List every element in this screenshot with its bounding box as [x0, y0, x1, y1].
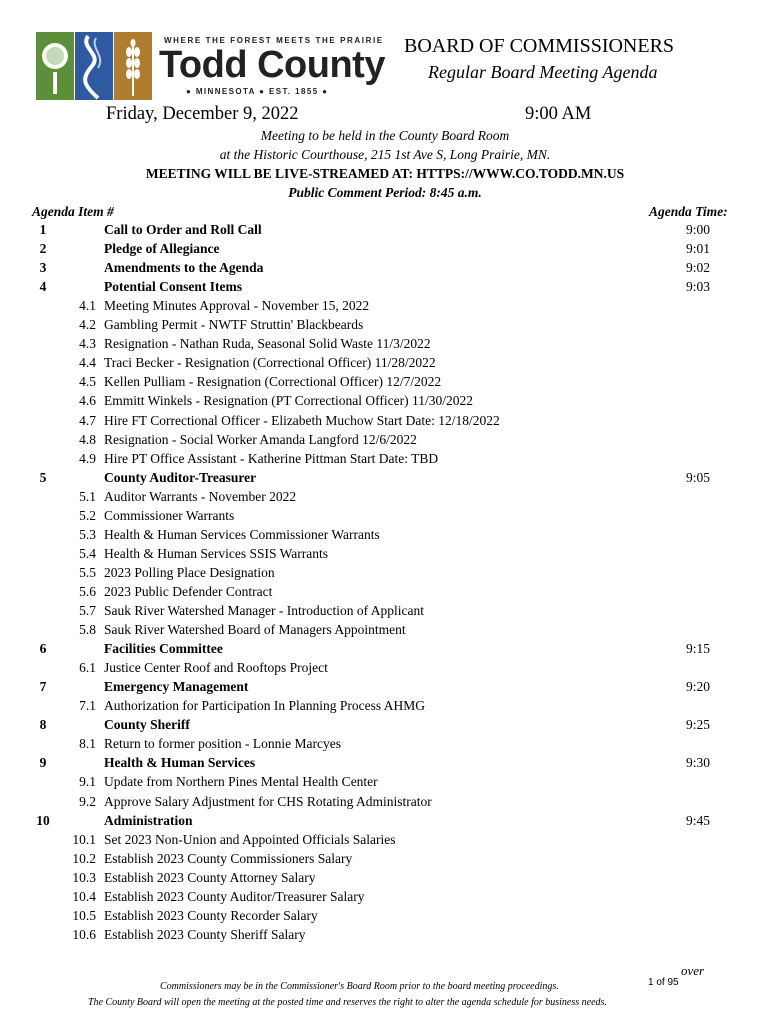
- over-label: over: [681, 963, 705, 978]
- agenda-time: 9:03: [685, 279, 710, 295]
- agenda-item-row: [0, 489, 770, 508]
- logo-emblem-icon: [36, 32, 156, 100]
- agenda-subnumber: 4.4: [79, 355, 96, 371]
- agenda-text: Amendments to the Agenda: [104, 260, 264, 276]
- agenda-number: 4: [39, 279, 47, 295]
- agenda-text: Call to Order and Roll Call: [104, 222, 262, 237]
- logo-county-name: Todd County: [159, 44, 385, 86]
- agenda-item-row: [0, 908, 770, 927]
- agenda-text: Emergency Management: [104, 679, 249, 695]
- agenda-item-row: [0, 432, 770, 451]
- agenda-item-row: [0, 927, 770, 946]
- agenda-text: Hire FT Correctional Officer - Elizabeth Muchow Start Date: 12/18/2022: [104, 412, 500, 428]
- agenda-subnumber: 5.2: [79, 507, 96, 523]
- location-line-1: Meeting to be held in the County Board Room: [260, 128, 510, 143]
- agenda-subnumber: 10.5: [72, 907, 96, 923]
- agenda-subnumber: 5.7: [79, 603, 96, 618]
- agenda-text: County Auditor-Treasurer: [104, 469, 257, 485]
- agenda-subtitle: Regular Board Meeting Agenda: [428, 62, 658, 82]
- meeting-date: Friday, December 9, 2022: [106, 104, 299, 124]
- agenda-item-row: [0, 374, 770, 393]
- agenda-item-row: [0, 527, 770, 546]
- agenda-subnumber: 9.1: [79, 774, 96, 790]
- agenda-time: 9:00: [685, 222, 710, 237]
- agenda-item-row: [0, 298, 770, 317]
- footer-note-1: Commissioners may be in the Commissioner's Board Room prior to the board meeting proceedings.: [160, 981, 559, 992]
- agenda-text: 2023 Public Defender Contract: [104, 583, 273, 599]
- agenda-time: 9:02: [685, 260, 710, 276]
- agenda-text: Gambling Permit - NWTF Struttin' Blackbeards: [104, 317, 364, 333]
- agenda-item-row: [0, 508, 770, 527]
- agenda-text: Approve Salary Adjustment for CHS Rotating Administrator: [104, 793, 432, 809]
- livestream-notice: MEETING WILL BE LIVE-STREAMED AT: HTTPS://WWW.CO.TODD.MN.US: [145, 166, 625, 181]
- agenda-item-row: [0, 889, 770, 908]
- agenda-item-row: [0, 355, 770, 374]
- todd-county-logo: [36, 32, 385, 100]
- agenda-text: Meeting Minutes Approval - November 15, 2022: [104, 298, 370, 314]
- agenda-text: Establish 2023 County Sheriff Salary: [104, 926, 306, 942]
- logo-subline: ● MINNESOTA ● EST. 1855 ●: [186, 87, 329, 96]
- agenda-subnumber: 10.1: [72, 831, 96, 847]
- agenda-number: 8: [39, 717, 47, 733]
- agenda-text: Potential Consent Items: [104, 279, 242, 295]
- agenda-number: 6: [39, 641, 47, 657]
- agenda-text: Sauk River Watershed Board of Managers Appointment: [104, 622, 406, 638]
- agenda-subnumber: 4.1: [79, 298, 96, 314]
- agenda-item-row: [0, 413, 770, 432]
- agenda-section-row: [0, 241, 770, 260]
- agenda-subnumber: 4.6: [79, 393, 96, 409]
- agenda-text: Authorization for Participation In Planning Process AHMG: [104, 698, 425, 714]
- agenda-item-row: [0, 660, 770, 679]
- agenda-number: 9: [39, 755, 47, 771]
- agenda-item-row: [0, 393, 770, 412]
- agenda-subnumber: 10.2: [72, 850, 96, 866]
- agenda-number: 3: [39, 260, 47, 276]
- agenda-item-row: [0, 451, 770, 470]
- agenda-text: Health & Human Services: [104, 755, 256, 771]
- agenda-time: 9:25: [685, 717, 710, 733]
- agenda-item-row: [0, 622, 770, 641]
- agenda-subnumber: 4.9: [79, 450, 96, 466]
- agenda-subnumber: 5.6: [79, 583, 96, 599]
- agenda-subnumber: 5.1: [79, 488, 96, 504]
- agenda-item-row: [0, 317, 770, 336]
- agenda-item-header: Agenda Item #: [32, 204, 114, 219]
- agenda-text: Administration: [104, 812, 193, 828]
- agenda-subnumber: 10.6: [72, 926, 96, 942]
- agenda-text: Return to former position - Lonnie Marcyes: [104, 736, 341, 752]
- agenda-text: Health & Human Services SSIS Warrants: [104, 545, 329, 561]
- location-line-2: at the Historic Courthouse, 215 1st Ave S, Long Prairie, MN.: [219, 147, 551, 162]
- agenda-item-row: [0, 832, 770, 851]
- agenda-text: Commissioner Warrants: [104, 507, 235, 523]
- page-number: 1 of 95: [648, 977, 679, 988]
- footer-note-2: The County Board will open the meeting at the posted time and reserves the right to alter the agenda schedule for business needs.: [88, 997, 607, 1008]
- agenda-text: Pledge of Allegiance: [104, 241, 220, 257]
- agenda-item-row: [0, 584, 770, 603]
- public-comment-period: Public Comment Period: 8:45 a.m.: [288, 185, 482, 200]
- agenda-text: Establish 2023 County Commissioners Salary: [104, 850, 353, 866]
- agenda-text: Emmitt Winkels - Resignation (PT Correctional Officer) 11/30/2022: [104, 393, 474, 409]
- agenda-text: Facilities Committee: [104, 641, 223, 657]
- agenda-number: 1: [39, 222, 47, 237]
- agenda-time: 9:20: [685, 679, 710, 695]
- agenda-section-row: [0, 279, 770, 298]
- agenda-item-row: [0, 565, 770, 584]
- agenda-number: 5: [39, 469, 47, 485]
- agenda-text: Auditor Warrants - November 2022: [104, 488, 297, 504]
- agenda-subnumber: 4.2: [79, 317, 96, 333]
- agenda-subnumber: 8.1: [79, 736, 96, 752]
- agenda-text: County Sheriff: [104, 717, 190, 733]
- agenda-section-row: [0, 222, 770, 241]
- agenda-section-row: [0, 813, 770, 832]
- agenda-section-row: [0, 641, 770, 660]
- agenda-subnumber: 5.8: [79, 622, 96, 638]
- agenda-item-row: [0, 603, 770, 622]
- agenda-item-row: [0, 870, 770, 889]
- agenda-text: Update from Northern Pines Mental Health Center: [104, 774, 378, 790]
- agenda-item-row: [0, 794, 770, 813]
- agenda-subnumber: 10.4: [72, 888, 96, 904]
- agenda-item-row: [0, 736, 770, 755]
- agenda-time: 9:05: [685, 469, 710, 485]
- agenda-text: Justice Center Roof and Rooftops Project: [104, 660, 328, 676]
- agenda-text: Resignation - Social Worker Amanda Langford 12/6/2022: [104, 431, 417, 447]
- agenda-time: 9:30: [685, 755, 710, 771]
- agenda-text: Establish 2023 County Recorder Salary: [104, 907, 318, 923]
- agenda-text: Establish 2023 County Attorney Salary: [104, 869, 316, 885]
- agenda-text: Health & Human Services Commissioner Warrants: [104, 526, 380, 542]
- agenda-subnumber: 4.8: [79, 431, 96, 447]
- agenda-section-row: [0, 755, 770, 774]
- agenda-subnumber: 6.1: [79, 660, 96, 676]
- agenda-section-row: [0, 470, 770, 489]
- agenda-time-header: Agenda Time:: [649, 204, 728, 219]
- agenda-item-row: [0, 698, 770, 717]
- agenda-subnumber: 4.5: [79, 374, 96, 390]
- agenda-text: Sauk River Watershed Manager - Introduction of Applicant: [104, 603, 424, 618]
- agenda-subnumber: 5.3: [79, 526, 96, 542]
- agenda-section-row: [0, 717, 770, 736]
- agenda-section-row: [0, 679, 770, 698]
- agenda-subnumber: 5.4: [79, 545, 96, 561]
- agenda-item-row: [0, 851, 770, 870]
- agenda-subnumber: 5.5: [79, 564, 96, 580]
- agenda-number: 10: [36, 812, 50, 828]
- agenda-item-row: [0, 336, 770, 355]
- agenda-time: 9:01: [685, 241, 710, 257]
- agenda-subnumber: 7.1: [79, 698, 96, 714]
- agenda-section-row: [0, 260, 770, 279]
- agenda-item-row: [0, 774, 770, 793]
- agenda-subnumber: 4.7: [79, 412, 96, 428]
- agenda-text: Establish 2023 County Auditor/Treasurer Salary: [104, 888, 365, 904]
- agenda-text: Set 2023 Non-Union and Appointed Officials Salaries: [104, 831, 396, 847]
- agenda-text: 2023 Polling Place Designation: [104, 564, 275, 580]
- agenda-number: 2: [39, 241, 47, 257]
- agenda-text: Traci Becker - Resignation (Correctional Officer) 11/28/2022: [104, 355, 436, 371]
- agenda-text: Hire PT Office Assistant - Katherine Pittman Start Date: TBD: [104, 450, 439, 466]
- agenda-subnumber: 4.3: [79, 336, 96, 352]
- agenda-subnumber: 10.3: [72, 869, 96, 885]
- agenda-item-row: [0, 546, 770, 565]
- board-title: BOARD OF COMMISSIONERS: [404, 35, 675, 57]
- logo-tagline: WHERE THE FOREST MEETS THE PRAIRIE: [164, 36, 384, 45]
- agenda-text: Kellen Pulliam - Resignation (Correctional Officer) 12/7/2022: [104, 374, 442, 390]
- agenda-number: 7: [39, 679, 47, 695]
- meeting-time: 9:00 AM: [525, 104, 592, 124]
- agenda-text: Resignation - Nathan Ruda, Seasonal Solid Waste 11/3/2022: [104, 336, 431, 352]
- agenda-time: 9:45: [685, 812, 710, 828]
- agenda-time: 9:15: [685, 641, 710, 657]
- agenda-subnumber: 9.2: [79, 793, 96, 809]
